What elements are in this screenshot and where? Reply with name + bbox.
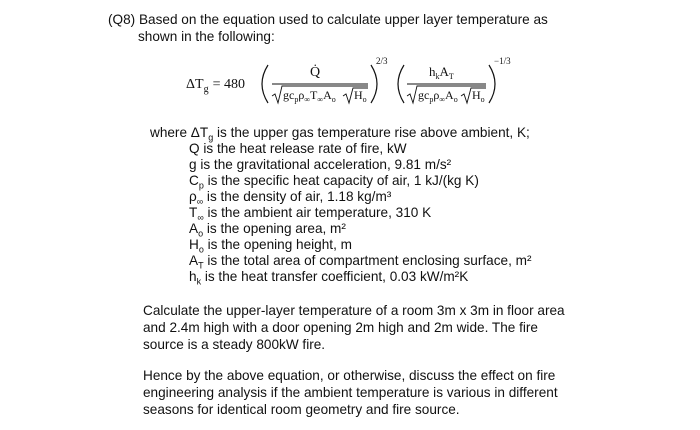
task-line-2: and 2.4m high with a door opening 2m high and 2m wide. The fire bbox=[143, 320, 538, 335]
definition-subscript: T bbox=[198, 260, 204, 271]
definition-symbol: Q bbox=[189, 141, 200, 156]
discussion-line-1: Hence by the above equation, or otherwise, discuss the effect on fire bbox=[143, 368, 556, 383]
definition-symbol: ρ bbox=[189, 189, 197, 204]
definition-line bbox=[189, 221, 346, 237]
definition-text: is the opening area, m² bbox=[203, 221, 346, 236]
denominator-2: $gc_p\rho_\infty A_o$ bbox=[418, 88, 458, 104]
task-line-3: source is a steady 800kW fire. bbox=[143, 337, 326, 352]
definition-line bbox=[189, 189, 391, 205]
definition-line bbox=[189, 157, 451, 173]
definition-line bbox=[189, 141, 407, 157]
definition-symbol: A bbox=[189, 253, 199, 268]
definition-symbol: C bbox=[189, 173, 199, 188]
definition-line bbox=[189, 237, 352, 253]
svg-text:Ho: $H_o$ bbox=[472, 88, 485, 104]
discussion-line-2: engineering analysis if the ambient temperature is various in different bbox=[143, 385, 558, 400]
definition-text: is the ambient air temperature, 310 K bbox=[203, 205, 432, 220]
equation bbox=[186, 52, 526, 112]
definition-text: is the total area of compartment enclosing surface, m² bbox=[203, 253, 532, 268]
definition-symbol: g bbox=[189, 157, 197, 172]
definition-subscript: k bbox=[196, 276, 202, 287]
definition-line bbox=[189, 253, 532, 269]
definition-symbol: A bbox=[189, 221, 199, 236]
definition-text: is the heat transfer coefficient, 0.03 kW/m²K bbox=[201, 269, 469, 284]
definition-subscript: o bbox=[198, 244, 204, 255]
definition-line bbox=[189, 173, 479, 189]
definition-symbol: h bbox=[189, 269, 197, 284]
definition-subscript: ∞ bbox=[196, 196, 204, 207]
definition-symbol: where ΔT bbox=[150, 125, 209, 140]
definition-text: is the upper gas temperature rise above ambient, K; bbox=[213, 125, 530, 140]
definition-line bbox=[189, 269, 468, 285]
definition-line bbox=[150, 125, 530, 141]
definition-text: is the heat release rate of fire, kW bbox=[199, 141, 407, 156]
numerator-2: $h_kA_T$ bbox=[429, 64, 454, 81]
definition-subscript: ∞ bbox=[197, 212, 204, 223]
definition-symbol: H bbox=[189, 237, 199, 252]
definition-text: is the opening height, m bbox=[203, 237, 352, 252]
denominator-1: $gc_p\rho_\infty T_\infty A_o$ bbox=[283, 88, 336, 104]
svg-text:Ho: $H_o$ bbox=[354, 88, 367, 104]
numerator-q: Q̇ bbox=[310, 65, 321, 80]
right-paren-1 bbox=[371, 65, 377, 103]
definition-text: is the specific heat capacity of air, 1 kJ/(kg K) bbox=[203, 173, 479, 188]
left-paren-2 bbox=[398, 65, 404, 103]
equation-lhs: $\Delta T_g = 480$ bbox=[186, 77, 245, 95]
left-paren-1 bbox=[262, 65, 268, 103]
exponent-2: −1/3 bbox=[494, 56, 511, 66]
definition-text: is the gravitational acceleration, 9.81 m/s² bbox=[196, 157, 452, 172]
question-line-1: (Q8) Based on the equation used to calculate upper layer temperature as bbox=[108, 12, 548, 27]
right-paren-2 bbox=[489, 65, 495, 103]
definition-text: is the density of air, 1.18 kg/m³ bbox=[203, 189, 392, 204]
task-line-1: Calculate the upper-layer temperature of a room 3m x 3m in floor area bbox=[143, 303, 565, 318]
definition-symbol: T bbox=[189, 205, 198, 220]
question-line-2: shown in the following: bbox=[138, 29, 275, 44]
definition-subscript: g bbox=[208, 132, 214, 143]
exponent-1: 2/3 bbox=[376, 56, 388, 66]
discussion-line-3: seasons for identical room geometry and fire source. bbox=[143, 402, 460, 417]
definition-line bbox=[189, 205, 431, 221]
definition-subscript: o bbox=[198, 228, 204, 239]
definition-subscript: p bbox=[198, 180, 204, 191]
